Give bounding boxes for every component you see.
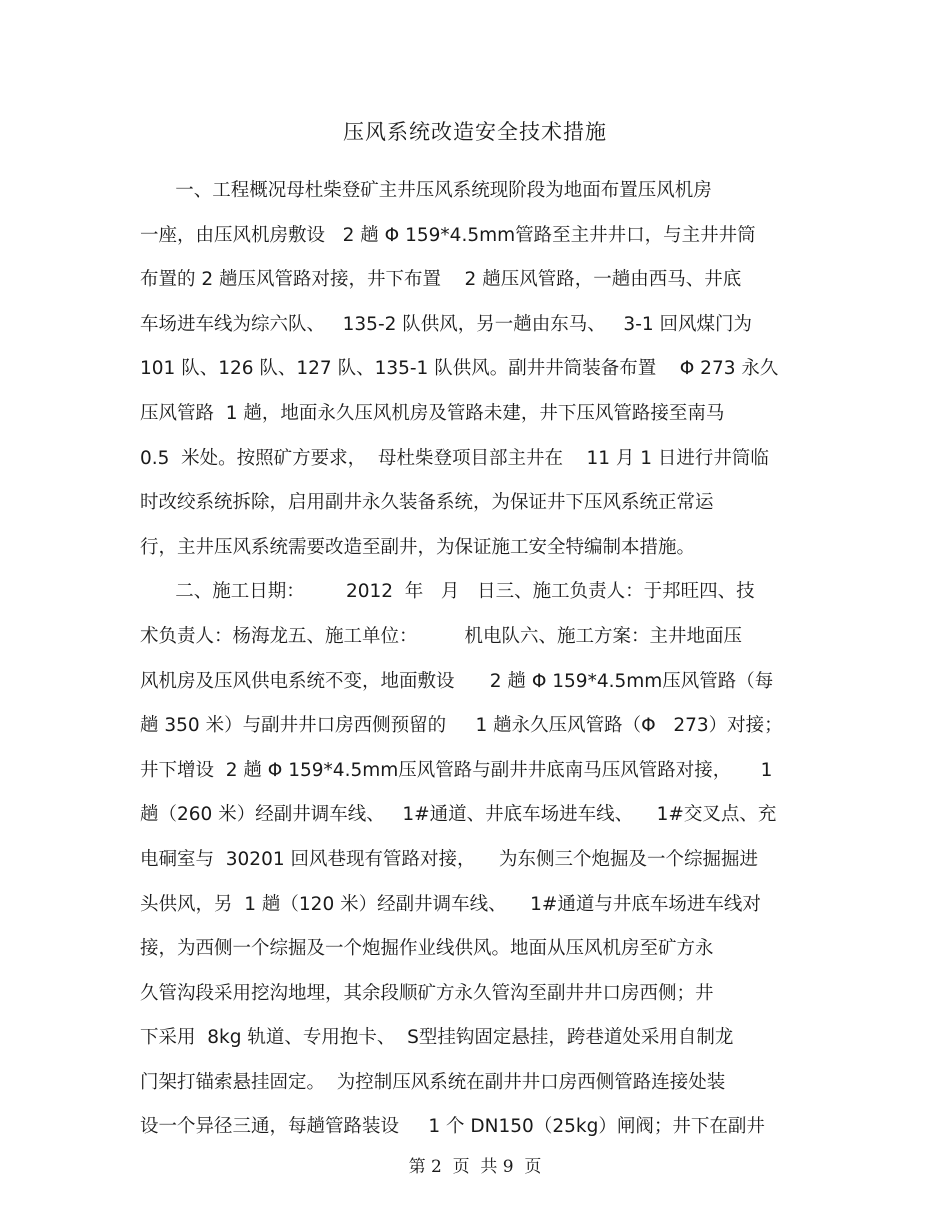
body-line: 术负责人：杨海龙五、施工单位： 机电队六、施工方案：主井地面压 (140, 625, 743, 647)
body-line: 接，为西侧一个综掘及一个炮掘作业线供风。地面从压风机房至矿方永 (140, 938, 714, 960)
body-line: 门架打锚索悬挂固定。 为控制压风系统在副井井口房西侧管路连接处装 (140, 1071, 726, 1093)
body-line: 风机房及压风供电系统不变，地面敷设 2 趟 Φ 159*4.5mm压风管路（每 (140, 670, 774, 692)
document-title: 压风系统改造安全技术措施 (343, 120, 607, 144)
body-line: 布置的 2 趟压风管路对接，井下布置 2 趟压风管路，一趟由西马、井底 (140, 269, 742, 291)
body-line: 电硐室与 30201 回风巷现有管路对接， 为东侧三个炮掘及一个综掘掘进 (140, 848, 759, 870)
body-line: 下采用 8kg 轨道、专用抱卡、 S型挂钩固定悬挂，跨巷道处采用自制龙 (140, 1027, 734, 1049)
body-line: 趟（260 米）经副井调车线、 1#通道、井底车场进车线、 1#交叉点、充 (140, 804, 777, 826)
body-line: 设一个异径三通，每趟管路装设 1 个 DN150（25kg）闸阀；井下在副井 (140, 1116, 765, 1138)
body-line: 一、工程概况母杜柴登矿主井压风系统现阶段为地面布置压风机房 (140, 180, 712, 201)
body-line: 久管沟段采用挖沟地埋，其余段顺矿方永久管沟至副井井口房西侧；井 (140, 982, 714, 1004)
body-line: 头供风，另 1 趟（120 米）经副井调车线、 1#通道与井底车场进车线对 (140, 893, 761, 915)
body-line: 趟 350 米）与副井井口房西侧预留的 1 趟永久压风管路（Φ 273）对接； (140, 715, 783, 737)
body-line: 一座，由压风机房敷设 2 趟 Φ 159*4.5mm管路至主井井口，与主井井筒 (140, 224, 756, 246)
body-line: 0.5 米处。按照矿方要求， 母杜柴登项目部主井在 11 月 1 日进行井筒临 (140, 447, 769, 469)
body-line: 时改绞系统拆除，启用副井永久装备系统，为保证井下压风系统正常运 (140, 492, 714, 514)
body-line: 车场进车线为综六队、 135-2 队供风，另一趟由东马、 3-1 回风煤门为 (140, 313, 753, 335)
body-line: 二、施工日期： 2012 年 月 日三、施工负责人：于邦旺四、技 (140, 581, 755, 603)
body-line: 压风管路 1 趟，地面永久压风机房及管路未建，井下压风管路接至南马 (140, 402, 725, 424)
page-number: 第 2 页 共 9 页 (408, 1157, 542, 1177)
body-line: 井下增设 2 趟 Φ 159*4.5mm压风管路与副井井底南马压风管路对接， 1 (140, 759, 773, 781)
body-line: 行，主井压风系统需要改造至副井，为保证施工安全特编制本措施。 (140, 536, 696, 558)
body-line: 101 队、126 队、127 队、135-1 队供风。副井井筒装备布置 Φ 273 永久 (140, 358, 779, 380)
document-body (140, 176, 820, 1157)
